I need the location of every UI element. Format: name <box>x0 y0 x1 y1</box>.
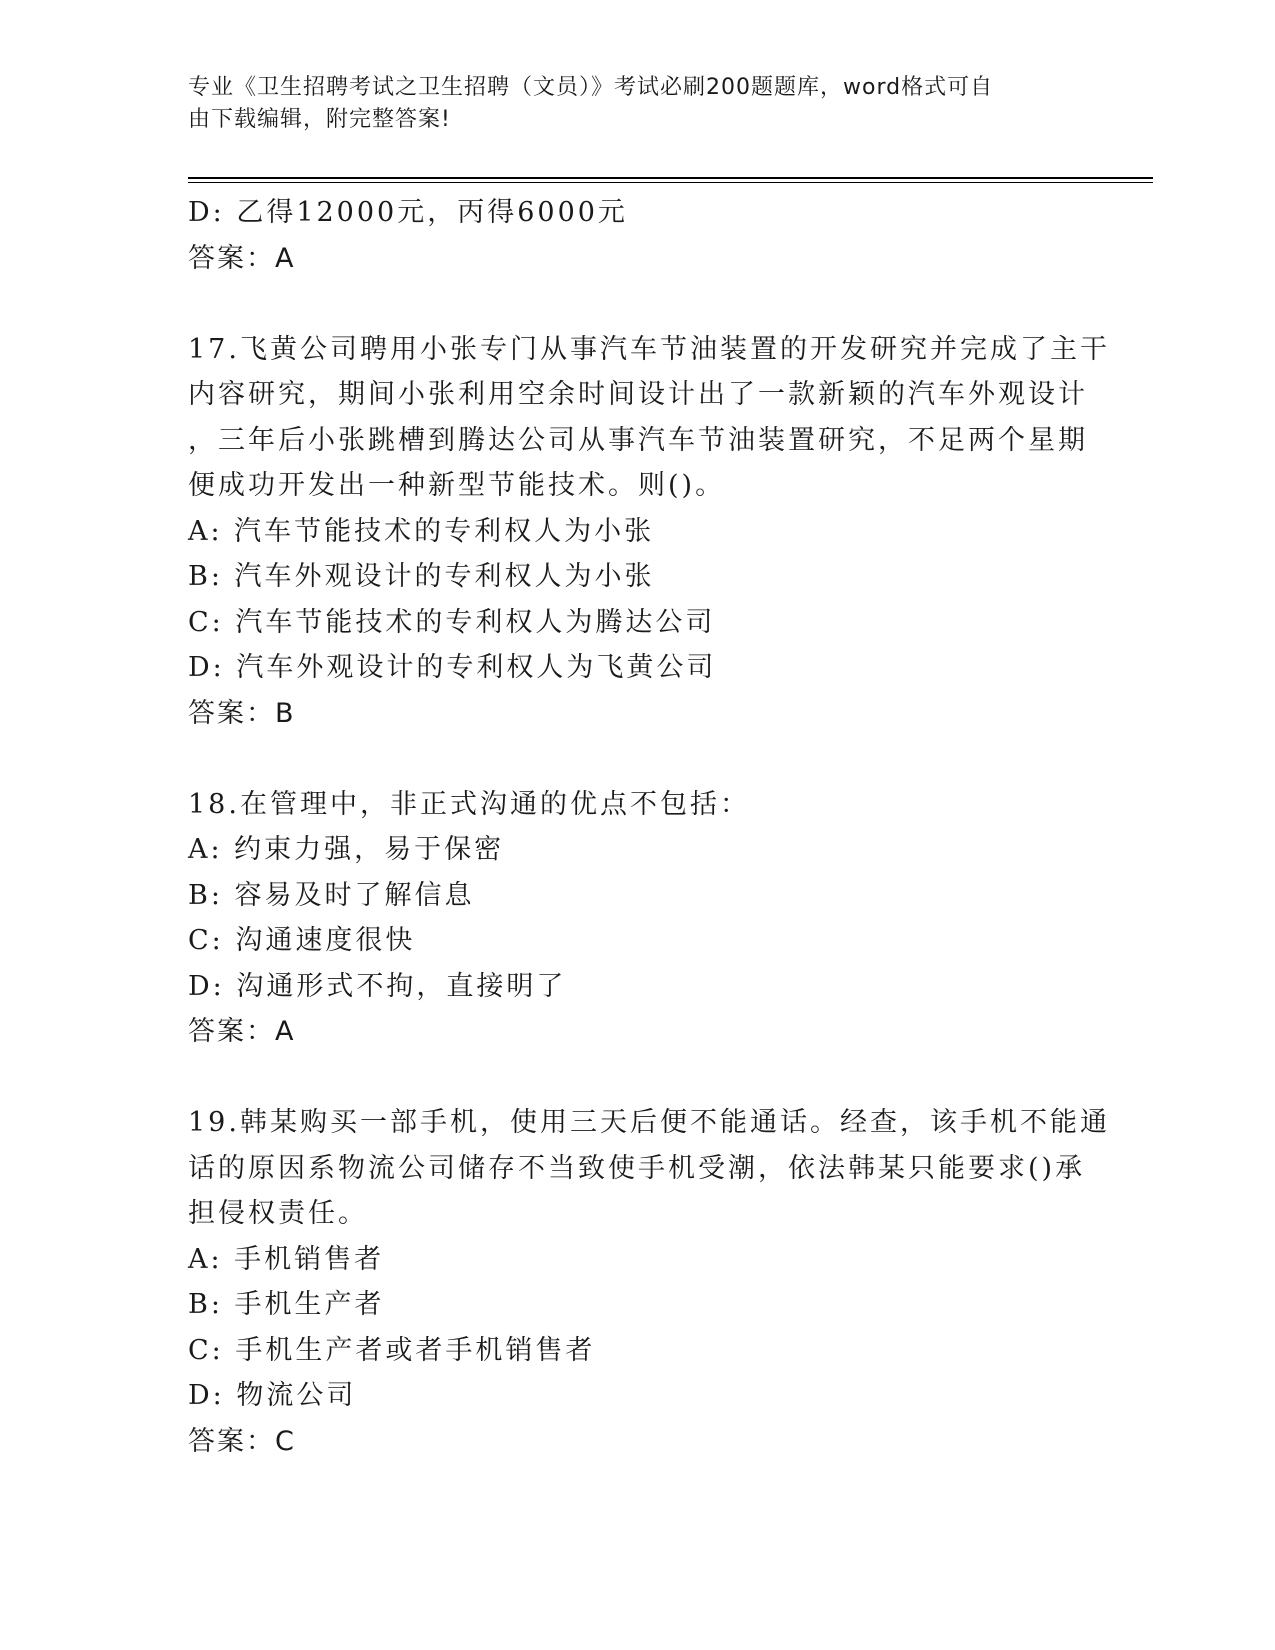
answer-line: 答案：B <box>188 697 296 729</box>
question-stem-line: 17.飞黄公司聘用小张专门从事汽车节油装置的开发研究并完成了主干 <box>188 333 1110 365</box>
answer-line: 答案：C <box>188 1425 296 1457</box>
question-stem-line: 担侵权责任。 <box>188 1198 368 1229</box>
question-stem-line: 18.在管理中，非正式沟通的优点不包括： <box>188 788 750 820</box>
spacer <box>188 1055 1078 1101</box>
answer-line: 答案：A <box>188 242 296 274</box>
question-stem-line: 内容研究，期间小张利用空余时间设计出了一款新颖的汽车外观设计 <box>188 379 1088 410</box>
option-b: B: 容易及时了解信息 <box>188 879 475 911</box>
answer-line: 答案：A <box>188 1016 296 1047</box>
document-body <box>188 190 1110 1464</box>
option-d: D: 乙得12000元，丙得6000元 <box>188 197 628 228</box>
question-18 <box>188 782 1078 1055</box>
header-line-2: 由下载编辑，附完整答案! <box>188 107 451 132</box>
spacer <box>188 736 1078 782</box>
question-stem-line: 话的原因系物流公司储存不当致使手机受潮，依法韩某只能要求()承 <box>188 1152 1086 1184</box>
header-divider-thin <box>188 182 1153 183</box>
question-stem-line: ，三年后小张跳槽到腾达公司从事汽车节油装置研究，不足两个星期 <box>188 424 1088 456</box>
question-17 <box>188 327 1110 737</box>
question-19 <box>188 1100 1110 1464</box>
option-c: C: 沟通速度很快 <box>188 925 416 956</box>
question-stem-line: 19.韩某购买一部手机，使用三天后便不能通话。经查，该手机不能通 <box>188 1107 1110 1138</box>
option-d: D: 沟通形式不拘，直接明了 <box>188 970 567 1002</box>
option-c: C: 汽车节能技术的专利权人为腾达公司 <box>188 606 716 638</box>
option-a: A: 约束力强，易于保密 <box>188 834 505 865</box>
question-stem-line: 便成功开发出一种新型节能技术。则()。 <box>188 470 726 501</box>
header-line-1: 专业《卫生招聘考试之卫生招聘（文员）》考试必刷200题题库，word格式可自 <box>188 75 994 100</box>
option-b: B: 手机生产者 <box>188 1289 385 1320</box>
option-c: C: 手机生产者或者手机销售者 <box>188 1334 596 1366</box>
document-header <box>188 72 1088 136</box>
option-b: B: 汽车外观设计的专利权人为小张 <box>188 561 655 592</box>
header-divider-thick <box>188 177 1153 179</box>
prev-question-tail <box>188 190 1078 281</box>
option-d: D: 物流公司 <box>188 1380 357 1411</box>
option-d: D: 汽车外观设计的专利权人为飞黄公司 <box>188 652 717 683</box>
spacer <box>188 281 1078 327</box>
option-a: A: 手机销售者 <box>188 1243 385 1275</box>
option-a: A: 汽车节能技术的专利权人为小张 <box>188 515 655 547</box>
